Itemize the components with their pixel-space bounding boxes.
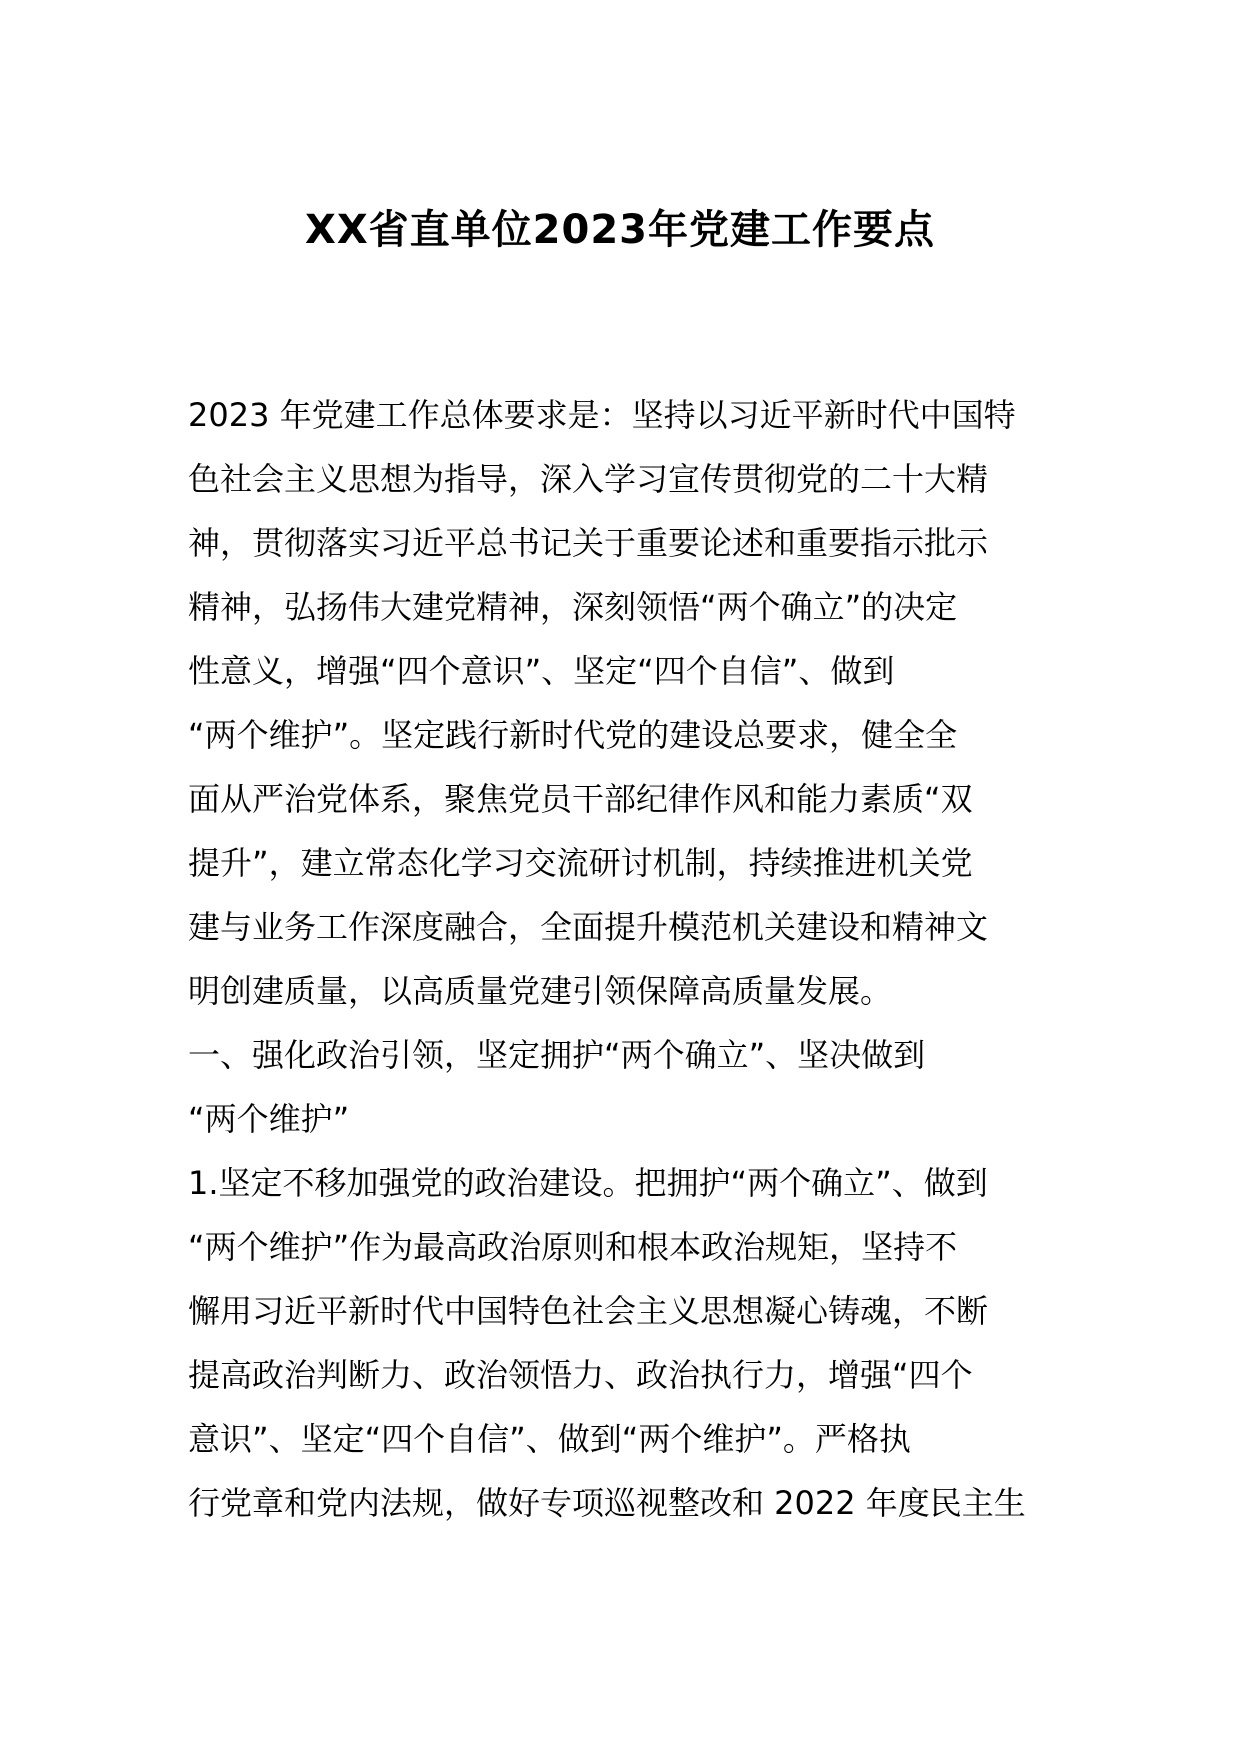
document-title: XX省直单位2023年党建工作要点 <box>304 207 935 253</box>
body-line: 行党章和党内法规，做好专项巡视整改和 2022 年度民主生 <box>188 1484 1026 1522</box>
document-body <box>188 383 1053 1535</box>
body-line: 建与业务工作深度融合，全面提升模范机关建设和精神文 <box>188 908 989 946</box>
body-line: 1.坚定不移加强党的政治建设。把拥护“两个确立”、做到 <box>188 1164 988 1202</box>
body-line: “两个维护”作为最高政治原则和根本政治规矩，坚持不 <box>188 1228 958 1266</box>
body-line: 精神，弘扬伟大建党精神，深刻领悟“两个确立”的决定 <box>188 588 958 626</box>
body-line: 面从严治党体系，聚焦党员干部纪律作风和能力素质“双 <box>188 780 973 818</box>
body-line: 神，贯彻落实习近平总书记关于重要论述和重要指示批示 <box>188 524 989 562</box>
body-line: 提升”，建立常态化学习交流研讨机制，持续推进机关党 <box>188 844 973 882</box>
body-line: 明创建质量，以高质量党建引领保障高质量发展。 <box>188 972 893 1010</box>
body-line: 意识”、坚定“四个自信”、做到“两个维护”。严格执 <box>188 1420 911 1458</box>
body-line: 性意义，增强“四个意识”、坚定“四个自信”、做到 <box>188 652 895 690</box>
section-heading-line: 一、强化政治引领，坚定拥护“两个确立”、坚决做到 <box>188 1036 926 1074</box>
section-heading-line: “两个维护” <box>188 1100 350 1138</box>
body-line: 2023 年党建工作总体要求是：坚持以习近平新时代中国特 <box>188 396 1016 434</box>
body-line: 提高政治判断力、政治领悟力、政治执行力，增强“四个 <box>188 1356 973 1394</box>
body-line: 色社会主义思想为指导，深入学习宣传贯彻党的二十大精 <box>188 460 989 498</box>
body-line: 懈用习近平新时代中国特色社会主义思想凝心铸魂，不断 <box>188 1292 989 1330</box>
body-line: “两个维护”。坚定践行新时代党的建设总要求，健全全 <box>188 716 958 754</box>
